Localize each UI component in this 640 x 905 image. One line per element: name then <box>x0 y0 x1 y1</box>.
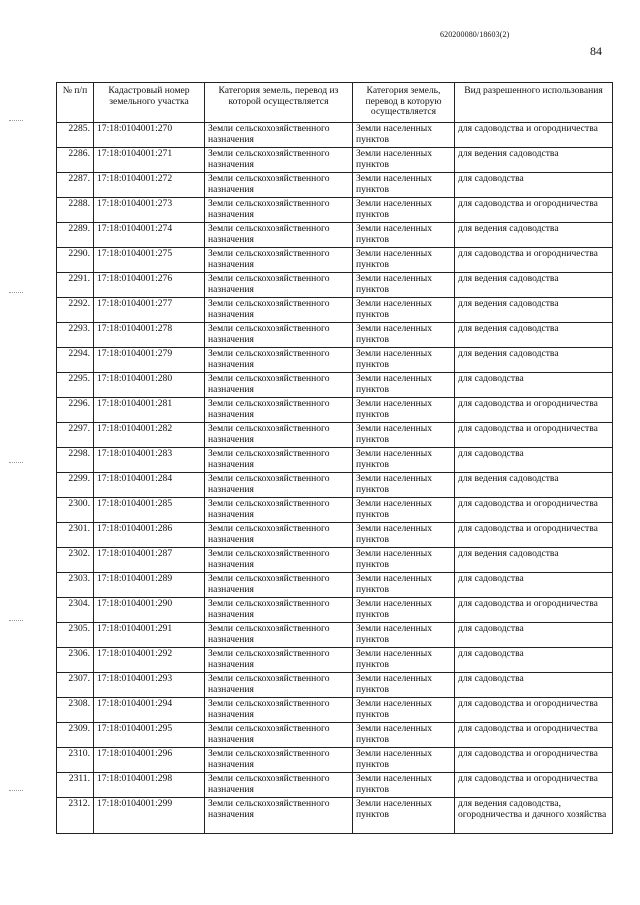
cell-category-from: Земли сельскохозяйственного назначения <box>205 773 353 798</box>
cell-permitted-use: для ведения садоводства <box>455 348 613 373</box>
cell-category-from: Земли сельскохозяйственного назначения <box>205 723 353 748</box>
cell-cadastral-number: 17:18:0104001:293 <box>94 673 205 698</box>
cell-number: 2306. <box>57 648 94 673</box>
cell-category-from: Земли сельскохозяйственного назначения <box>205 123 353 148</box>
table-row <box>57 123 613 148</box>
table-row <box>57 423 613 448</box>
cell-category-from: Земли сельскохозяйственного назначения <box>205 173 353 198</box>
cell-category-to: Земли населенных пунктов <box>353 173 455 198</box>
cell-number: 2304. <box>57 598 94 623</box>
cell-category-to: Земли населенных пунктов <box>353 123 455 148</box>
table-row <box>57 673 613 698</box>
column-header-category-to: Категория земель, перевод в которую осуществляется <box>353 83 455 123</box>
cell-category-from: Земли сельскохозяйственного назначения <box>205 648 353 673</box>
cell-category-to: Земли населенных пунктов <box>353 198 455 223</box>
cell-category-to: Земли населенных пунктов <box>353 773 455 798</box>
table-row <box>57 723 613 748</box>
table-row <box>57 598 613 623</box>
cell-cadastral-number: 17:18:0104001:287 <box>94 548 205 573</box>
column-header-category-from: Категория земель, перевод из которой осуществляется <box>205 83 353 123</box>
left-margin-marks <box>0 0 30 905</box>
table-row <box>57 223 613 248</box>
cell-number: 2293. <box>57 323 94 348</box>
cell-permitted-use: для садоводства <box>455 373 613 398</box>
cell-category-to: Земли населенных пунктов <box>353 473 455 498</box>
cell-category-to: Земли населенных пунктов <box>353 373 455 398</box>
cell-category-to: Земли населенных пунктов <box>353 573 455 598</box>
cell-permitted-use: для садоводства <box>455 173 613 198</box>
table-row <box>57 348 613 373</box>
cell-category-to: Земли населенных пунктов <box>353 523 455 548</box>
cell-cadastral-number: 17:18:0104001:291 <box>94 623 205 648</box>
margin-mark <box>9 120 23 121</box>
cell-number: 2290. <box>57 248 94 273</box>
cell-category-to: Земли населенных пунктов <box>353 398 455 423</box>
cell-category-from: Земли сельскохозяйственного назначения <box>205 148 353 173</box>
table-row <box>57 248 613 273</box>
cell-cadastral-number: 17:18:0104001:292 <box>94 648 205 673</box>
cell-category-to: Земли населенных пунктов <box>353 248 455 273</box>
cell-cadastral-number: 17:18:0104001:296 <box>94 748 205 773</box>
cell-category-from: Земли сельскохозяйственного назначения <box>205 248 353 273</box>
cell-number: 2311. <box>57 773 94 798</box>
cell-permitted-use: для садоводства и огородничества <box>455 248 613 273</box>
table-header-row <box>57 83 613 123</box>
cell-cadastral-number: 17:18:0104001:298 <box>94 773 205 798</box>
cell-permitted-use: для садоводства <box>455 573 613 598</box>
cell-permitted-use: для садоводства и огородничества <box>455 198 613 223</box>
cell-permitted-use: для ведения садоводства <box>455 273 613 298</box>
column-header-permitted-use: Вид разрешенного использования <box>455 83 613 123</box>
cell-permitted-use: для садоводства и огородничества <box>455 423 613 448</box>
cell-number: 2298. <box>57 448 94 473</box>
table-row <box>57 323 613 348</box>
cell-category-from: Земли сельскохозяйственного назначения <box>205 298 353 323</box>
cell-permitted-use: для ведения садоводства <box>455 323 613 348</box>
cell-category-from: Земли сельскохозяйственного назначения <box>205 423 353 448</box>
table-row <box>57 373 613 398</box>
table-row <box>57 173 613 198</box>
table-row <box>57 298 613 323</box>
cell-cadastral-number: 17:18:0104001:286 <box>94 523 205 548</box>
table-row <box>57 698 613 723</box>
table-row <box>57 648 613 673</box>
cell-number: 2300. <box>57 498 94 523</box>
cell-cadastral-number: 17:18:0104001:299 <box>94 798 205 834</box>
cell-permitted-use: для садоводства и огородничества <box>455 748 613 773</box>
table-row <box>57 623 613 648</box>
cell-number: 2292. <box>57 298 94 323</box>
cell-category-to: Земли населенных пунктов <box>353 748 455 773</box>
cell-category-from: Земли сельскохозяйственного назначения <box>205 398 353 423</box>
cell-category-from: Земли сельскохозяйственного назначения <box>205 448 353 473</box>
cell-category-from: Земли сельскохозяйственного назначения <box>205 798 353 834</box>
cell-category-to: Земли населенных пунктов <box>353 423 455 448</box>
cell-number: 2309. <box>57 723 94 748</box>
cell-category-to: Земли населенных пунктов <box>353 698 455 723</box>
cell-cadastral-number: 17:18:0104001:289 <box>94 573 205 598</box>
cell-category-to: Земли населенных пунктов <box>353 498 455 523</box>
cell-category-from: Земли сельскохозяйственного назначения <box>205 673 353 698</box>
cell-permitted-use: для садоводства и огородничества <box>455 498 613 523</box>
margin-mark <box>9 462 23 463</box>
cell-category-to: Земли населенных пунктов <box>353 448 455 473</box>
table-body <box>57 123 613 834</box>
cell-category-to: Земли населенных пунктов <box>353 298 455 323</box>
cell-cadastral-number: 17:18:0104001:271 <box>94 148 205 173</box>
cell-cadastral-number: 17:18:0104001:282 <box>94 423 205 448</box>
cell-category-from: Земли сельскохозяйственного назначения <box>205 698 353 723</box>
cell-permitted-use: для ведения садоводства, огородничества и дачного хозяйства <box>455 798 613 834</box>
cell-number: 2296. <box>57 398 94 423</box>
cell-permitted-use: для садоводства <box>455 448 613 473</box>
table-row <box>57 523 613 548</box>
cell-number: 2287. <box>57 173 94 198</box>
cell-category-to: Земли населенных пунктов <box>353 723 455 748</box>
cell-cadastral-number: 17:18:0104001:273 <box>94 198 205 223</box>
table-row <box>57 398 613 423</box>
cell-category-to: Земли населенных пунктов <box>353 348 455 373</box>
table-row <box>57 148 613 173</box>
cell-number: 2307. <box>57 673 94 698</box>
cell-category-from: Земли сельскохозяйственного назначения <box>205 473 353 498</box>
cell-category-to: Земли населенных пунктов <box>353 623 455 648</box>
cell-number: 2295. <box>57 373 94 398</box>
cell-permitted-use: для садоводства и огородничества <box>455 723 613 748</box>
cell-permitted-use: для садоводства <box>455 648 613 673</box>
table-row <box>57 548 613 573</box>
cell-number: 2312. <box>57 798 94 834</box>
cell-number: 2308. <box>57 698 94 723</box>
cell-category-to: Земли населенных пунктов <box>353 548 455 573</box>
table-row <box>57 198 613 223</box>
cell-number: 2291. <box>57 273 94 298</box>
cell-cadastral-number: 17:18:0104001:295 <box>94 723 205 748</box>
cell-cadastral-number: 17:18:0104001:277 <box>94 298 205 323</box>
cell-cadastral-number: 17:18:0104001:275 <box>94 248 205 273</box>
column-header-number: № п/п <box>57 83 94 123</box>
cell-category-from: Земли сельскохозяйственного назначения <box>205 498 353 523</box>
cell-category-to: Земли населенных пунктов <box>353 648 455 673</box>
cell-permitted-use: для садоводства и огородничества <box>455 398 613 423</box>
table-row <box>57 448 613 473</box>
cell-permitted-use: для садоводства <box>455 623 613 648</box>
cell-category-to: Земли населенных пунктов <box>353 323 455 348</box>
cell-cadastral-number: 17:18:0104001:281 <box>94 398 205 423</box>
table-row <box>57 748 613 773</box>
land-plots-table <box>56 82 613 834</box>
document-code: 620200080/18603(2) <box>440 30 510 39</box>
cell-permitted-use: для ведения садоводства <box>455 148 613 173</box>
cell-number: 2305. <box>57 623 94 648</box>
cell-category-from: Земли сельскохозяйственного назначения <box>205 273 353 298</box>
cell-number: 2297. <box>57 423 94 448</box>
cell-category-from: Земли сельскохозяйственного назначения <box>205 598 353 623</box>
cell-number: 2286. <box>57 148 94 173</box>
cell-permitted-use: для ведения садоводства <box>455 473 613 498</box>
cell-cadastral-number: 17:18:0104001:285 <box>94 498 205 523</box>
margin-mark <box>9 292 23 293</box>
cell-permitted-use: для ведения садоводства <box>455 548 613 573</box>
cell-category-from: Земли сельскохозяйственного назначения <box>205 548 353 573</box>
cell-cadastral-number: 17:18:0104001:290 <box>94 598 205 623</box>
cell-category-from: Земли сельскохозяйственного назначения <box>205 323 353 348</box>
cell-cadastral-number: 17:18:0104001:279 <box>94 348 205 373</box>
cell-category-to: Земли населенных пунктов <box>353 223 455 248</box>
cell-number: 2310. <box>57 748 94 773</box>
cell-cadastral-number: 17:18:0104001:280 <box>94 373 205 398</box>
cell-number: 2299. <box>57 473 94 498</box>
cell-number: 2294. <box>57 348 94 373</box>
table-row <box>57 798 613 834</box>
margin-mark <box>9 790 23 791</box>
cell-permitted-use: для садоводства и огородничества <box>455 698 613 723</box>
cell-category-to: Земли населенных пунктов <box>353 598 455 623</box>
cell-cadastral-number: 17:18:0104001:272 <box>94 173 205 198</box>
table-row <box>57 573 613 598</box>
cell-category-from: Земли сельскохозяйственного назначения <box>205 198 353 223</box>
cell-cadastral-number: 17:18:0104001:278 <box>94 323 205 348</box>
table-row <box>57 498 613 523</box>
cell-permitted-use: для садоводства и огородничества <box>455 773 613 798</box>
page-number: 84 <box>590 44 602 58</box>
cell-cadastral-number: 17:18:0104001:294 <box>94 698 205 723</box>
cell-category-from: Земли сельскохозяйственного назначения <box>205 623 353 648</box>
cell-number: 2302. <box>57 548 94 573</box>
margin-mark <box>9 620 23 621</box>
cell-category-from: Земли сельскохозяйственного назначения <box>205 573 353 598</box>
cell-number: 2301. <box>57 523 94 548</box>
cell-category-to: Земли населенных пунктов <box>353 273 455 298</box>
cell-category-to: Земли населенных пунктов <box>353 798 455 834</box>
cell-cadastral-number: 17:18:0104001:276 <box>94 273 205 298</box>
cell-permitted-use: для садоводства и огородничества <box>455 523 613 548</box>
column-header-cadastral: Кадастровый номер земельного участка <box>94 83 205 123</box>
cell-permitted-use: для садоводства и огородничества <box>455 598 613 623</box>
table-row <box>57 273 613 298</box>
cell-cadastral-number: 17:18:0104001:274 <box>94 223 205 248</box>
cell-permitted-use: для садоводства <box>455 673 613 698</box>
cell-permitted-use: для ведения садоводства <box>455 298 613 323</box>
table-row <box>57 473 613 498</box>
cell-cadastral-number: 17:18:0104001:284 <box>94 473 205 498</box>
cell-category-to: Земли населенных пунктов <box>353 148 455 173</box>
cell-category-from: Земли сельскохозяйственного назначения <box>205 373 353 398</box>
table-row <box>57 773 613 798</box>
cell-cadastral-number: 17:18:0104001:283 <box>94 448 205 473</box>
cell-number: 2288. <box>57 198 94 223</box>
cell-category-from: Земли сельскохозяйственного назначения <box>205 748 353 773</box>
cell-number: 2303. <box>57 573 94 598</box>
cell-category-from: Земли сельскохозяйственного назначения <box>205 348 353 373</box>
cell-permitted-use: для садоводства и огородничества <box>455 123 613 148</box>
cell-number: 2285. <box>57 123 94 148</box>
cell-cadastral-number: 17:18:0104001:270 <box>94 123 205 148</box>
cell-category-from: Земли сельскохозяйственного назначения <box>205 223 353 248</box>
cell-category-from: Земли сельскохозяйственного назначения <box>205 523 353 548</box>
cell-number: 2289. <box>57 223 94 248</box>
cell-category-to: Земли населенных пунктов <box>353 673 455 698</box>
cell-permitted-use: для ведения садоводства <box>455 223 613 248</box>
